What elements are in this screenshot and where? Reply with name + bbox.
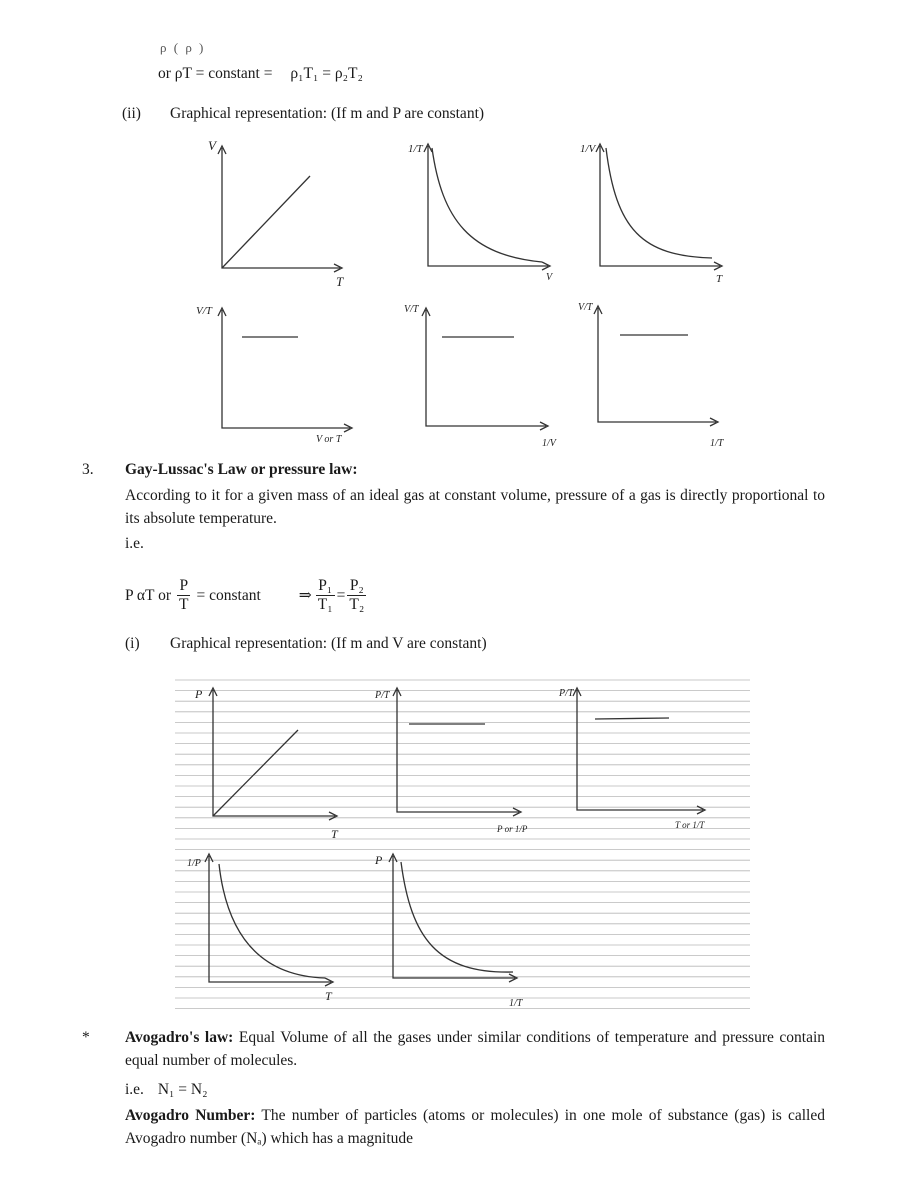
p2-xlabel: P or 1/P [497, 824, 528, 834]
line-p1 [213, 730, 298, 816]
plot2-ylabel: 1/T [408, 143, 423, 155]
formula-mid: = [336, 586, 346, 604]
avogadro-eq: N₁ = N₂ [157, 1081, 208, 1098]
section-title: Gay-Lussac's Law or pressure law: [125, 461, 358, 478]
axes-4 [222, 310, 350, 428]
axes-3 [600, 146, 720, 266]
pressure-graphs [175, 676, 750, 1010]
rhs-num: P₂ [347, 577, 366, 596]
flat-p3 [595, 718, 669, 719]
plot3-ylabel: 1/V [580, 143, 596, 155]
p3-xlabel: T or 1/T [675, 820, 705, 830]
p4-ylabel: 1/P [187, 858, 201, 869]
curve-plot-3 [606, 148, 712, 258]
axes-p2 [397, 690, 519, 812]
p3-ylabel: P/T [559, 688, 574, 699]
p2-ylabel: P/T [375, 690, 390, 701]
avogadro-number-text: The number of particles (atoms or molecules) in one mole of substance (gas) is called Avogadro number (Nₐ) which has a magnitude [125, 1107, 825, 1147]
p1-ylabel: P [195, 687, 203, 701]
lhs-num: P₁ [316, 577, 335, 596]
implies-arrow: ⇒ [298, 586, 312, 604]
avogadro-law-paragraph [125, 1026, 825, 1072]
plot6-ylabel: V/T [578, 302, 593, 313]
plot1-xlabel: T [336, 274, 344, 289]
gay-lussac-paragraph: According to it for a given mass of an ideal gas at constant volume, pressure of a gas is directly proportional to its absolute temperature. [125, 487, 825, 527]
plot4-ylabel: V/T [196, 305, 212, 317]
pressure-graph-marker: (i) [125, 635, 140, 652]
charles-graphs [180, 130, 750, 460]
avogadro-law-title: Avogadro's law: [125, 1029, 234, 1046]
rhs-den: T₂ [349, 595, 365, 613]
p1-xlabel: T [331, 827, 338, 841]
formula-lead: P αT or [125, 586, 172, 604]
plot4-xlabel: V or T [316, 434, 342, 445]
curve-plot-2 [432, 148, 542, 262]
axes-5 [426, 310, 546, 426]
formula-eq: = constant [196, 586, 261, 604]
frac-den: T [179, 595, 189, 613]
charles-graph-marker: (ii) [122, 105, 141, 122]
density-formula [158, 62, 363, 85]
axes-p3 [577, 690, 703, 810]
axes-p5 [393, 856, 515, 978]
p5-ylabel: P [375, 853, 383, 867]
avogadro-number-title: Avogadro Number: [125, 1107, 256, 1124]
p5-xlabel: 1/T [509, 998, 523, 1009]
pressure-law-formula [125, 570, 366, 620]
formula-rhs: ρ₁T₁ = ρ₂T₂ [290, 65, 363, 82]
plot5-ylabel: V/T [404, 304, 419, 315]
cut-off-text: ρ ( ρ ) [160, 40, 206, 55]
ruled-lines [175, 680, 750, 1009]
pressure-graph-caption: Graphical representation: (If m and V are constant) [170, 635, 487, 652]
line-plot-1 [222, 176, 310, 268]
plot3-xlabel: T [716, 273, 723, 285]
plot1-ylabel: V [208, 138, 216, 153]
plot2-xlabel: V [546, 272, 553, 283]
avogadro-law-text: Equal Volume of all the gases under similar conditions of temperature and pressure contain equal number of molecules. [125, 1029, 826, 1069]
section-number: 3. [82, 461, 94, 478]
charles-graph-caption: Graphical representation: (If m and P are constant) [170, 105, 485, 122]
avogadro-ie: i.e. [125, 1081, 144, 1098]
formula-lead: or ρT = constant = [158, 65, 273, 82]
avogadro-number-paragraph [125, 1104, 825, 1150]
plot5-xlabel: 1/V [542, 438, 556, 449]
avogadro-eq-line [125, 1078, 208, 1101]
axes-6 [598, 308, 716, 422]
p4-xlabel: T [325, 989, 332, 1003]
frac-num: P [177, 577, 190, 596]
bullet-star: * [82, 1029, 90, 1046]
lhs-den: T₁ [317, 595, 333, 613]
ie-label: i.e. [125, 535, 144, 552]
plot6-xlabel: 1/T [710, 438, 724, 449]
